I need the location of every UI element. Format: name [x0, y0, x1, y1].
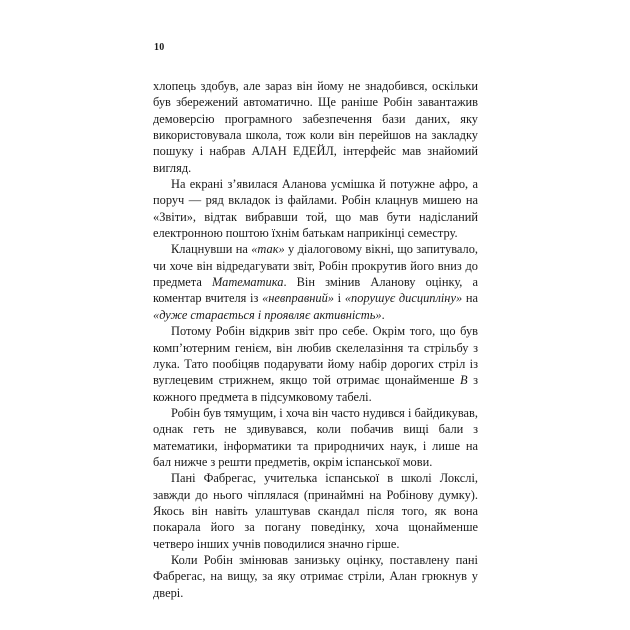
text-run: . [381, 307, 385, 322]
text-run: з кожного предмета в підсумковому табелі. [153, 373, 478, 404]
text-run: . Він змінив Аланову оцінку, а коментар вчителя із [153, 275, 479, 306]
text-run: Клацнувши на [171, 242, 252, 257]
text-run: Пані Фабрегас, учителька іспанської в школі Локслі, завжди до нього чіплялася (принаймні на Робінову думку). Якось він навіть улаштував скандал після того, як вона покарала його за погану поведінку, хоча щонайменше четверо інших учнів поводилися значно гірше. [153, 471, 478, 551]
text-run: на [462, 291, 478, 306]
italic-text-run: Математика [212, 275, 284, 290]
text-run: у діалоговому вікні, що запитувало, чи хоче він відредагувати звіт, Робін прокрутив його вниз до предмета [153, 242, 478, 290]
italic-text-run: «дуже старається і проявляє активність» [153, 307, 382, 322]
text-run: На екрані з’явилася Аланова усмішка й потужне афро, а поруч — ряд вкладок із файлами. Робін клацнув мишею на «Звіти», відтак вибравши той, що мав бути надісланий електронною поштою їхнім батькам наприкінці семестру. [153, 177, 478, 241]
text-run: Коли Робін змінював занизьку оцінку, поставлену пані Фабрегас, на вищу, за яку отримає стріли, Алан грюкнув у двері. [153, 552, 478, 600]
paragraph [153, 405, 478, 470]
italic-text-run: «невправний» [262, 291, 334, 306]
paragraph [153, 323, 478, 405]
paragraph [153, 241, 478, 323]
text-run: Потому Робін відкрив звіт про себе. Окрім того, що був комп’ютерним генієм, він любив скелелазіння та стрільбу з лука. Тато пообіцяв подарувати йому набір дорогих стріл із вуглецевим стрижнем, якщо той отримає щонайменше [153, 324, 478, 388]
text-run: хлопець здобув, але зараз він йому не знадобився, оскільки був збережений автоматично. Ще раніше Робін завантажив демоверсію програмного забезпечення бази даних, яку використовувала школа, тож коли він перейшов на закладку пошуку і набрав АЛАН ЕДЕЙЛ, інтерфейс мав знайомий вигляд. [153, 79, 478, 175]
paragraph [153, 78, 478, 176]
text-run: і [333, 291, 345, 306]
paragraph [153, 470, 478, 552]
text-run: Робін був тямущим, і хоча він часто нудився і байдикував, однак геть не здивувався, коли побачив вищі бали з математики, інформатики та природничих наук, і лише на бал нижче з решти предметів, окрім іспанської мови. [153, 405, 478, 469]
page-number: 10 [154, 42, 165, 53]
paragraph [153, 176, 478, 241]
paragraph [153, 552, 478, 601]
italic-text-run: B [459, 373, 468, 388]
page-text-block [153, 78, 478, 601]
italic-text-run: «порушує дисципліну» [344, 291, 463, 306]
italic-text-run: «так» [251, 242, 285, 257]
